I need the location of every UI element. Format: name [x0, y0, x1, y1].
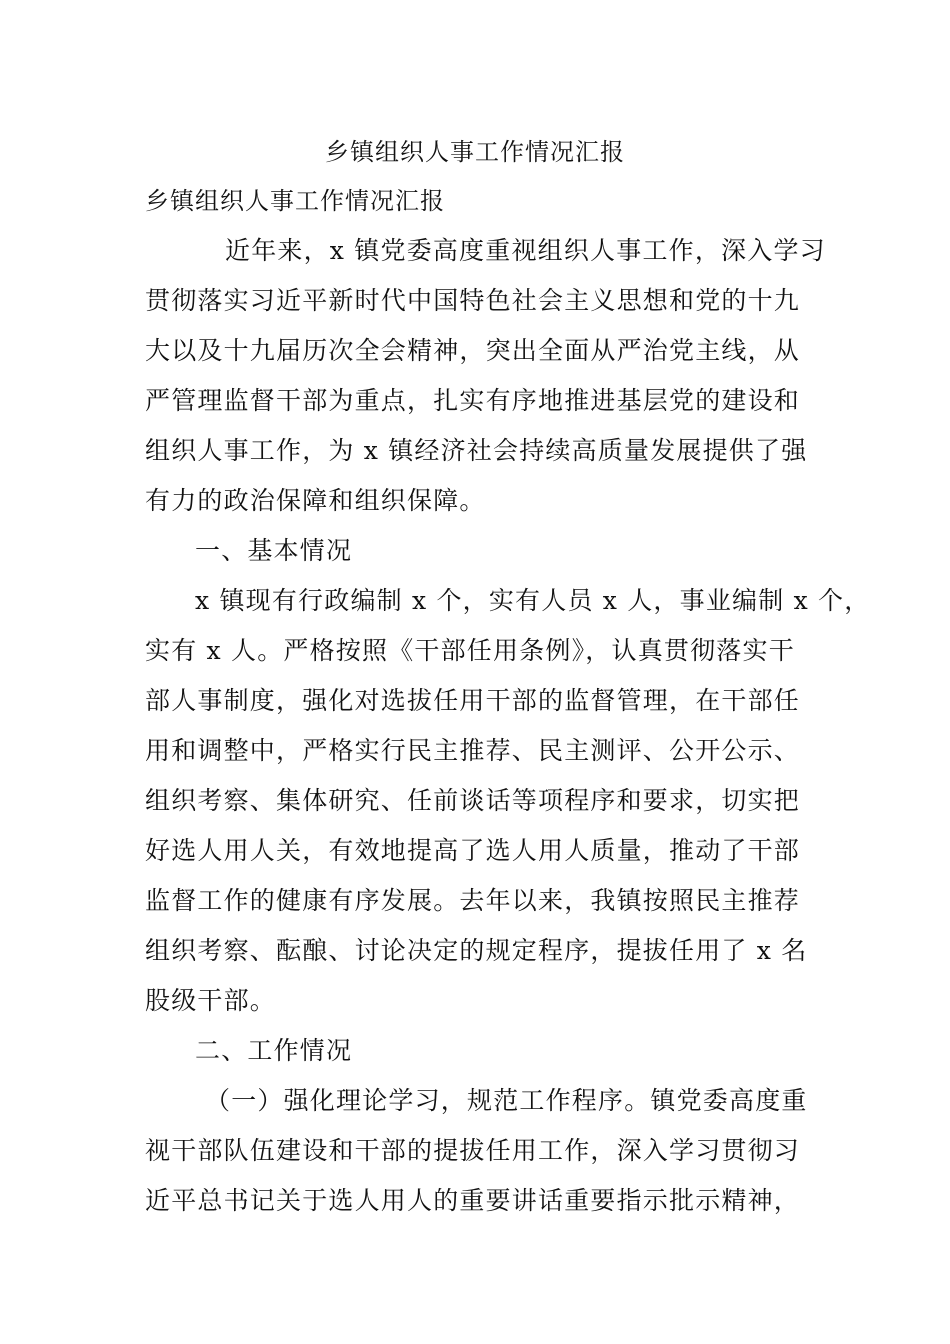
paragraph-line: 组织人事工作，为 x 镇经济社会持续高质量发展提供了强 [145, 436, 808, 465]
paragraph-line: 好选人用人关，有效地提高了选人用人质量，推动了干部 [145, 836, 801, 865]
paragraph-line: 贯彻落实习近平新时代中国特色社会主义思想和党的十九 [145, 286, 801, 315]
section-heading: 二、工作情况 [195, 1036, 353, 1065]
paragraph-line: 股级干部。 [145, 986, 277, 1015]
paragraph-line: x 镇现有行政编制 x 个，实有人员 x 人，事业编制 x 个， [195, 586, 871, 615]
paragraph-line: 严管理监督干部为重点，扎实有序地推进基层党的建设和 [145, 386, 801, 415]
paragraph-line: 组织考察、酝酿、讨论决定的规定程序，提拔任用了 x 名 [145, 936, 808, 965]
paragraph-line: 实有 x 人。严格按照《干部任用条例》，认真贯彻落实干 [145, 636, 795, 665]
document-title: 乡镇组织人事工作情况汇报 [325, 138, 625, 166]
paragraph-line: 部人事制度，强化对选拔任用干部的监督管理，在干部任 [145, 686, 801, 715]
paragraph-line: 监督工作的健康有序发展。去年以来，我镇按照民主推荐 [145, 886, 801, 915]
paragraph-line: （一）强化理论学习，规范工作程序。镇党委高度重 [205, 1086, 808, 1115]
document-subtitle: 乡镇组织人事工作情况汇报 [145, 187, 445, 215]
paragraph-line: 视干部队伍建设和干部的提拔任用工作，深入学习贯彻习 [145, 1136, 801, 1165]
section-heading: 一、基本情况 [195, 536, 353, 565]
paragraph-line: 用和调整中，严格实行民主推荐、民主测评、公开公示、 [145, 736, 801, 765]
paragraph-line: 有力的政治保障和组织保障。 [145, 486, 486, 515]
paragraph-line: 组织考察、集体研究、任前谈话等项程序和要求，切实把 [145, 786, 801, 815]
paragraph-line: 近平总书记关于选人用人的重要讲话重要指示批示精神， [145, 1186, 801, 1215]
paragraph-line: 近年来，x 镇党委高度重视组织人事工作，深入学习 [225, 236, 826, 265]
paragraph-line: 大以及十九届历次全会精神，突出全面从严治党主线，从 [145, 336, 801, 365]
